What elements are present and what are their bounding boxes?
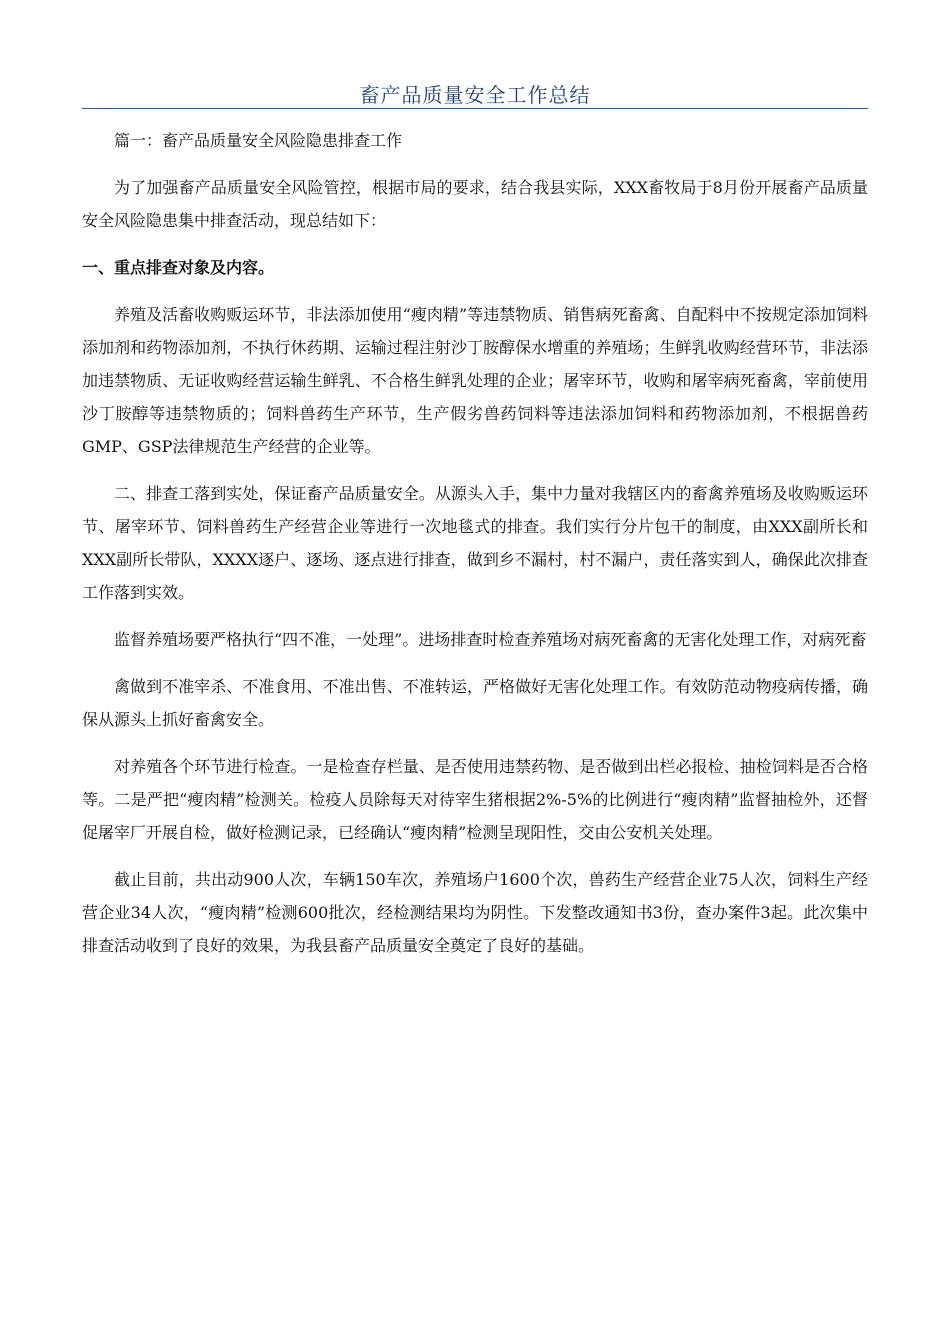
paragraph-inspection-targets: 养殖及活畜收购贩运环节，非法添加使用“瘦肉精”等违禁物质、销售病死畜禽、自配料中不按规定添加饲料添加剂和药物添加剂，不执行休药期、运输过程注射沙丁胺醇保水增重的养殖场；生鲜乳收购经营环节，非法添加违禁物质、无证收购经营运输生鲜乳、不合格生鲜乳处理的企业；屠宰环节，收购和屠宰病死畜禽，宰前使用沙丁胺醇等违禁物质的；饲料兽药生产环节，生产假劣兽药饲料等违法添加饲料和药物添加剂，不根据兽药GMP、GSP法律规范生产经营的企业等。 [82,305,868,456]
paragraph-implementation: 二、排查工落到实处，保证畜产品质量安全。从源头入手，集中力量对我辖区内的畜禽养殖场及收购贩运环节、屠宰环节、饲料兽药生产经营企业等进行一次地毯式的排查。我们实行分片包干的制度，由XXX副所长和XXX副所长带队，XXXX逐户、逐场、逐点进行排查，做到乡不漏村，村不漏户，责任落实到人，确保此次排查工作落到实效。 [82,484,868,602]
document-body [82,124,868,976]
title-underline [82,108,868,109]
intro-paragraph: 为了加强畜产品质量安全风险管控，根据市局的要求，结合我县实际，XXX畜牧局于8月份开展畜产品质量安全风险隐患集中排查活动，现总结如下： [82,178,868,230]
paragraph-checks: 对养殖各个环节进行检查。一是检查存栏量、是否使用违禁药物、是否做到出栏必报检、抽检饲料是否合格等。二是严把“瘦肉精”检测关。检疫人员除每天对待宰生猪根据2%-5%的比例进行“瘦肉精”监督抽检外，还督促屠宰厂开展自检，做好检测记录，已经确认“瘦肉精”检测呈现阳性，交由公安机关处理。 [82,757,868,842]
paragraph-results: 截止目前，共出动900人次，车辆150车次，养殖场户1600个次，兽药生产经营企业75人次，饲料生产经营企业34人次，“瘦肉精”检测600批次，经检测结果均为阴性。下发整改通知书3份，查办案件3起。此次集中排查活动收到了良好的效果，为我县畜产品质量安全奠定了良好的基础。 [82,870,868,955]
section-label: 篇一：畜产品质量安全风险隐患排查工作 [114,131,403,150]
document-title: 畜产品质量安全工作总结 [359,83,591,107]
paragraph-disposal: 禽做到不准宰杀、不准食用、不准出售、不准转运，严格做好无害化处理工作。有效防范动物疫病传播，确保从源头上抓好畜禽安全。 [82,677,868,729]
section-heading-1: 一、重点排查对象及内容。 [82,258,275,277]
paragraph-supervision: 监督养殖场要严格执行“四不准，一处理”。进场排查时检查养殖场对病死畜禽的无害化处理工作，对病死畜 [114,630,867,649]
